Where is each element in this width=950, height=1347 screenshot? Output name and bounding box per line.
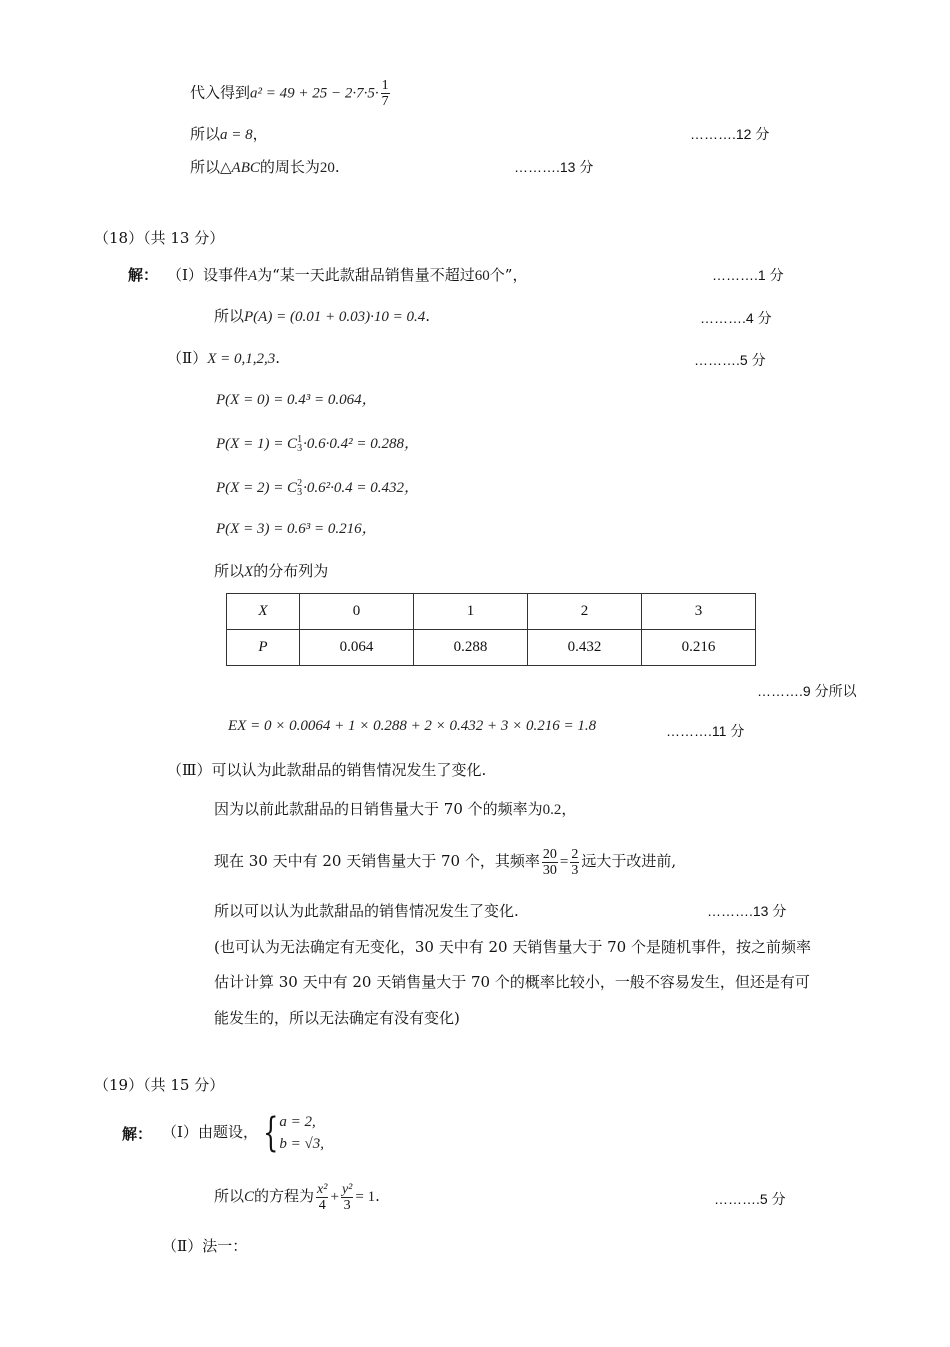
- frac-2-3: [570, 847, 579, 878]
- s19-part1-text: 由题设，: [197, 1123, 258, 1141]
- s18-px2-comb: [297, 479, 302, 497]
- plus-sign: +: [330, 1189, 339, 1205]
- s18-px2-a: P(X = 2) = C: [216, 480, 298, 496]
- table-row: [227, 594, 756, 630]
- s18-part3-line: [167, 760, 486, 780]
- table-cell: 0.216: [642, 630, 756, 666]
- s19-l2-text-b: 的方程为: [254, 1187, 315, 1205]
- s18-score-1: ……….1 分: [712, 267, 784, 283]
- s19-part2-line: [162, 1236, 247, 1256]
- s18-px1: [216, 433, 419, 454]
- table-cell: 2: [528, 594, 642, 630]
- s18-part3-l2-text-a: 现在 30 天中有 20 天销售量大于 70 个，其频率: [214, 852, 540, 870]
- table-cell: P: [227, 630, 300, 666]
- table-row: [227, 630, 756, 666]
- s18-header: （18）（共 13 分）: [94, 229, 225, 247]
- s18-part3-text: 可以认为此款甜品的销售情况发生了变化.: [211, 761, 487, 779]
- s18-dist-intro: [214, 561, 328, 582]
- frac-num: 2: [571, 846, 579, 862]
- s17-score-13: ……….13 分: [514, 159, 594, 175]
- s19-l2-text-a: 所以: [214, 1187, 245, 1205]
- s18-px1-b: ·0.6·0.4² = 0.288，: [303, 436, 419, 452]
- s18-part2-line: [167, 348, 280, 369]
- frac-den: 3: [343, 1197, 351, 1213]
- s18-score-11: ……….11 分: [666, 723, 745, 739]
- s18-jie: 解：: [128, 266, 159, 284]
- s18-part1-var: A: [247, 268, 258, 284]
- s18-dist-var: X: [244, 564, 254, 580]
- s17-line3-text-a: 所以: [190, 158, 221, 176]
- s18-part3-l1: [214, 799, 576, 820]
- s18-part3-l1-end: ，: [561, 800, 577, 818]
- s19-part1-line: [162, 1108, 324, 1156]
- s18-part1-text-a: 设事件: [202, 266, 248, 284]
- s17-line1: [190, 78, 392, 109]
- s17-line2-text: 所以: [190, 125, 221, 143]
- table-cell: 0.064: [300, 630, 414, 666]
- frac-y2-3: [341, 1182, 353, 1213]
- s18-part1-num: 60: [474, 268, 490, 284]
- s18-px2-b: ·0.6²·0.4 = 0.432，: [303, 480, 419, 496]
- s18-part1-text-b: 为“某一天此款甜品销售量不超过: [257, 266, 475, 284]
- s18-px1-comb: [297, 435, 302, 453]
- system-eq2: b = √3,: [279, 1136, 325, 1152]
- s18-dist-text-b: 的分布列为: [253, 562, 329, 580]
- table-cell: 1: [414, 594, 528, 630]
- s17-line2: [190, 124, 268, 145]
- frac-den: 30: [542, 862, 557, 878]
- s17-line3-end: .: [334, 158, 340, 176]
- frac-num: x²: [317, 1181, 328, 1197]
- s19-header: （19）（共 15 分）: [94, 1076, 225, 1094]
- s19-score-5: ……….5 分: [714, 1191, 786, 1207]
- s18-part3-l2-text-b: 远大于改进前,: [581, 852, 677, 870]
- s17-line1-text: 代入得到: [190, 83, 251, 102]
- distribution-table: [226, 593, 756, 666]
- s17-line3-text-b: 的周长为: [259, 158, 320, 176]
- table-cell: X: [227, 594, 300, 630]
- frac-den: 3: [571, 862, 579, 878]
- s18-part2-math: X = 0,1,2,3: [207, 351, 276, 367]
- frac-num: 20: [542, 846, 557, 862]
- s18-note-line2: 估计计算 30 天中有 20 天销售量大于 70 个的概率比较小，一般不容易发生，但还是有可: [214, 973, 810, 991]
- s17-line1-math: a² = 49 + 25 − 2·7·5·: [250, 85, 379, 102]
- s18-part1-label: （Ⅰ）: [167, 266, 203, 284]
- s19-part2-label: （Ⅱ）: [162, 1237, 203, 1255]
- frac-den: 7: [381, 94, 389, 109]
- s19-system: [279, 1111, 324, 1155]
- frac-num: 1: [381, 78, 389, 93]
- s18-score-5: ……….5 分: [694, 352, 766, 368]
- s18-part3-l2: [214, 843, 676, 880]
- s18-note-line3: 能发生的，所以无法确定有没有变化): [214, 1009, 460, 1027]
- frac-20-30: [542, 847, 558, 878]
- s18-expectation: EX = 0 × 0.0064 + 1 × 0.288 + 2 × 0.432 + 3 × 0.216 = 1.8: [228, 718, 597, 734]
- s19-part1-l2: [214, 1178, 380, 1215]
- s17-line3: [190, 157, 340, 178]
- s18-part3-l1-text: 因为以前此款甜品的日销售量大于 70 个的频率为: [214, 800, 543, 818]
- s18-part1-line1: [167, 265, 527, 286]
- s18-part3-label: （Ⅲ）: [167, 761, 212, 779]
- s17-line3-value: 20: [319, 160, 335, 176]
- table-cell: 3: [642, 594, 756, 630]
- frac-x2-4: [316, 1182, 328, 1213]
- s18-part2-end: .: [275, 349, 281, 367]
- s17-line1-frac: [381, 78, 390, 109]
- comb-sub: 3: [297, 487, 303, 498]
- frac-den: 4: [318, 1197, 326, 1213]
- comb-sub: 3: [297, 443, 303, 454]
- s17-line2-math: a = 8: [220, 127, 253, 143]
- s19-jie: 解：: [122, 1125, 153, 1143]
- s18-part3-l3: 所以可以认为此款甜品的销售情况发生了变化.: [214, 902, 519, 920]
- table-cell: 0.432: [528, 630, 642, 666]
- s18-dist-text-a: 所以: [214, 562, 245, 580]
- s17-line3-triangle: △ABC: [220, 160, 260, 176]
- table-cell: 0: [300, 594, 414, 630]
- s19-part2-text: 法一：: [202, 1237, 248, 1255]
- s18-part1-line2: [214, 306, 430, 327]
- system-eq1: a = 2,: [279, 1114, 316, 1130]
- s17-line2-comma: ，: [252, 125, 268, 143]
- equals-sign: =: [559, 854, 569, 870]
- s18-part1-text-c: 个”，: [489, 266, 528, 284]
- s18-px1-a: P(X = 1) = C: [216, 436, 298, 452]
- frac-num: y²: [341, 1181, 353, 1197]
- comb-sup: 1: [297, 434, 303, 445]
- s18-part1-line2-end: .: [425, 307, 430, 325]
- s19-l2-var: C: [244, 1189, 255, 1205]
- s18-score-4: ……….4 分: [700, 310, 772, 326]
- comb-sup: 2: [297, 478, 303, 489]
- s18-score-9: ……….9 分所以: [757, 683, 857, 699]
- s18-note-line1: (也可认为无法确定有无变化，30 天中有 20 天销售量大于 70 个是随机事件，按之前频率: [214, 938, 811, 956]
- s18-part1-line2-text: 所以: [214, 307, 245, 325]
- s18-part1-line2-math: P(A) = (0.01 + 0.03)·10 = 0.4: [244, 309, 426, 325]
- s19-l2-end: .: [375, 1187, 380, 1205]
- s19-part1-label: （Ⅰ）: [162, 1123, 198, 1141]
- s18-score-13: ……….13 分: [707, 903, 787, 919]
- s19-eq1: = 1: [355, 1189, 376, 1205]
- s18-px0: P(X = 0) = 0.4³ = 0.064，: [216, 392, 377, 408]
- left-brace-icon: {: [263, 1110, 279, 1156]
- table-cell: 0.288: [414, 630, 528, 666]
- s18-part2-label: （Ⅱ）: [167, 349, 208, 367]
- s17-score-12: ……….12 分: [690, 126, 770, 142]
- s18-part3-l1-val: 0.2: [542, 802, 562, 818]
- s18-px2: [216, 477, 419, 498]
- s18-px3: P(X = 3) = 0.6³ = 0.216，: [216, 521, 377, 537]
